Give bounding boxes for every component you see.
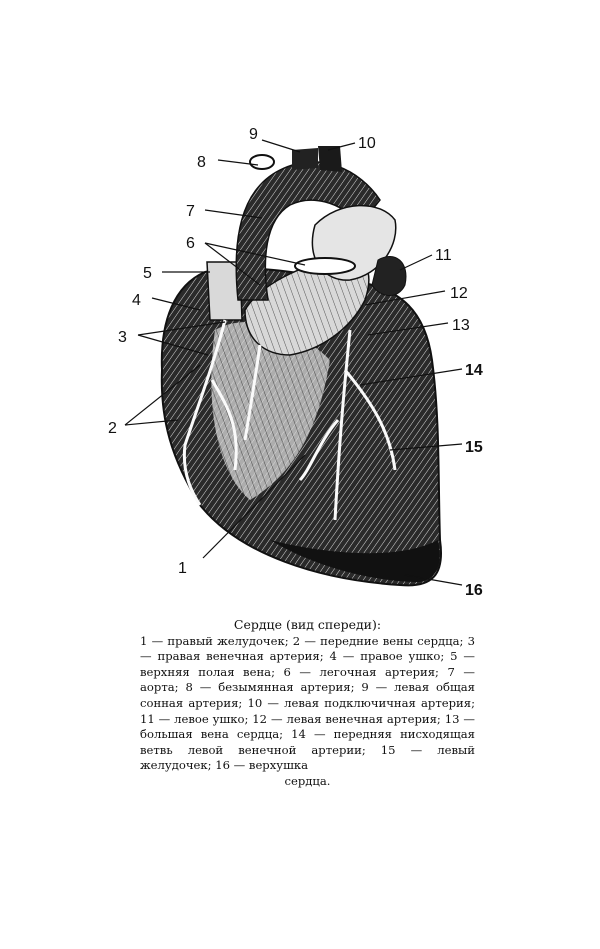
left-auricle: [372, 256, 406, 295]
callout-11: 11: [435, 247, 452, 264]
callout-5: 5: [143, 265, 152, 282]
caption-legend-end: сердца.: [284, 773, 331, 788]
callout-12: 12: [450, 285, 468, 302]
callout-6: 6: [186, 235, 195, 252]
callout-2: 2: [108, 420, 117, 437]
callout-3: 3: [118, 329, 127, 346]
callout-14: 14: [465, 362, 483, 379]
pulmonary-artery-opening: [295, 258, 355, 274]
callout-10: 10: [358, 135, 376, 152]
brachiocephalic-stump: [250, 155, 274, 169]
callout-1: 1: [178, 560, 187, 577]
caption-legend: 1 — правый желудочек; 2 — передние вены сердца; 3 — правая венечная артерия; 4 — правое ушко; 5 — верхняя полая вена; 6 — легочная артерия; 7 — аорта; 8 — безымянная артерия; 9 — левая общая сонная артерия; 10 — левая подключичная артерия; 11 — левое ушко; 12 — левая венечная артерия; 13 — большая вена сердца; 14 — передняя нисходящая ветвь левой венечной артерии; 15 — левый желудочек; 16 — верхушка: [140, 633, 475, 773]
callout-4: 4: [132, 292, 141, 309]
callout-8: 8: [197, 154, 206, 171]
callout-15: 15: [465, 439, 483, 456]
figure-caption: [140, 617, 475, 790]
callout-9: 9: [249, 126, 258, 143]
callout-7: 7: [186, 203, 195, 220]
caption-title: Сердце (вид спереди):: [233, 617, 382, 632]
callout-13: 13: [452, 317, 470, 334]
callout-16: 16: [465, 582, 483, 599]
